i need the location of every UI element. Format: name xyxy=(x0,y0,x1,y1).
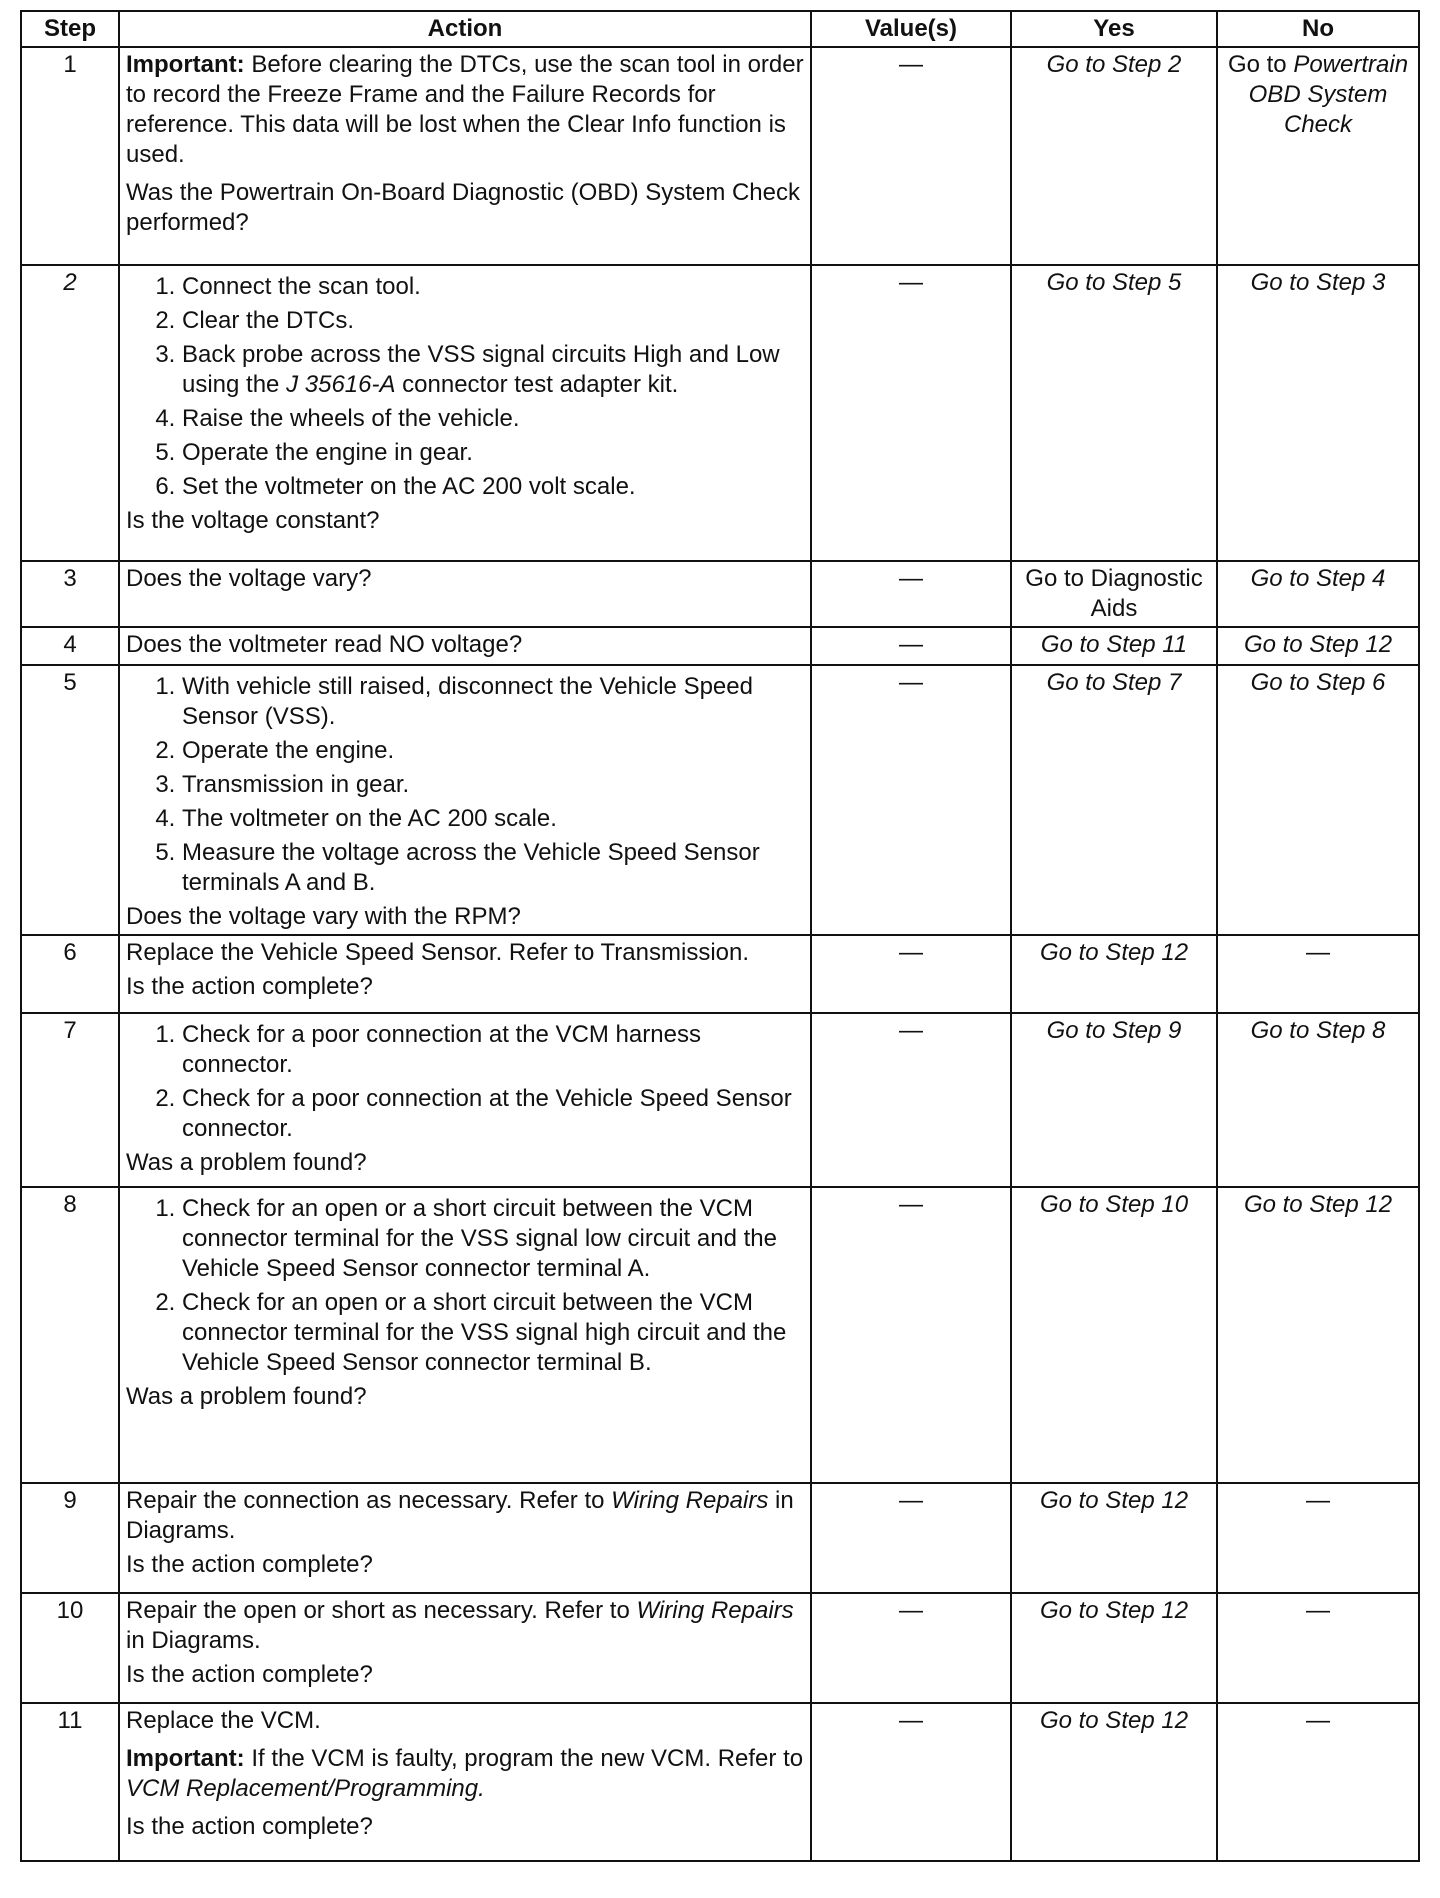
step-number: 3 xyxy=(21,561,119,627)
action-cell xyxy=(119,1593,811,1703)
important-note xyxy=(126,1744,804,1804)
yes-link[interactable]: Go to Step 9 xyxy=(1011,1013,1217,1187)
table-row xyxy=(21,47,1419,265)
list-item: 4. The voltmeter on the AC 200 scale. xyxy=(182,804,804,834)
no-link[interactable] xyxy=(1217,47,1419,265)
wiring-repairs-link[interactable]: Wiring Repairs xyxy=(636,1597,794,1624)
action-cell xyxy=(119,665,811,935)
action-list xyxy=(126,1194,804,1378)
action-list xyxy=(126,1020,804,1144)
value-cell: — xyxy=(811,935,1011,1013)
important-text: Before clearing the DTCs, use the scan tool in order to record the Freeze Frame and the Failure Records for reference. This data will be lost when the Clear Info function is used. xyxy=(126,51,804,168)
step-number: 1 xyxy=(21,47,119,265)
table-row xyxy=(21,561,1419,627)
table-row xyxy=(21,1593,1419,1703)
table-row xyxy=(21,1703,1419,1861)
header-no: No xyxy=(1217,11,1419,47)
important-label: Important: xyxy=(126,51,245,78)
header-row xyxy=(21,11,1419,47)
wiring-repairs-link[interactable]: Wiring Repairs xyxy=(611,1487,769,1514)
value-cell: — xyxy=(811,627,1011,665)
list-item: 2. Clear the DTCs. xyxy=(182,306,804,336)
step-number: 5 xyxy=(21,665,119,935)
list-item: 4. Raise the wheels of the vehicle. xyxy=(182,404,804,434)
yes-link[interactable]: Go to Step 2 xyxy=(1011,47,1217,265)
list-item: 3. Transmission in gear. xyxy=(182,770,804,800)
question-text: Was a problem found? xyxy=(126,1383,367,1410)
action-cell xyxy=(119,627,811,665)
list-item: 2. Operate the engine. xyxy=(182,736,804,766)
table-row xyxy=(21,265,1419,561)
question-text: Does the voltmeter read NO voltage? xyxy=(126,631,523,658)
list-item: 1. With vehicle still raised, disconnect the Vehicle Speed Sensor (VSS). xyxy=(182,672,804,732)
question-text: Was the Powertrain On-Board Diagnostic (OBD) System Check performed? xyxy=(126,179,801,236)
value-cell: — xyxy=(811,561,1011,627)
no-link[interactable]: Go to Step 8 xyxy=(1217,1013,1419,1187)
list-item: 1. Check for a poor connection at the VCM harness connector. xyxy=(182,1020,804,1080)
action-text-suffix: in Diagrams. xyxy=(126,1627,261,1654)
table-row xyxy=(21,935,1419,1013)
list-item: 5. Measure the voltage across the Vehicle Speed Sensor terminals A and B. xyxy=(182,838,804,898)
action-cell xyxy=(119,561,811,627)
important-note xyxy=(126,50,804,170)
step-number: 6 xyxy=(21,935,119,1013)
header-yes: Yes xyxy=(1011,11,1217,47)
no-link[interactable]: Go to Step 6 xyxy=(1217,665,1419,935)
yes-link[interactable]: Go to Step 7 xyxy=(1011,665,1217,935)
yes-link[interactable]: Go to Step 12 xyxy=(1011,1483,1217,1593)
value-cell: — xyxy=(811,265,1011,561)
step-number: 8 xyxy=(21,1187,119,1483)
table-row xyxy=(21,1013,1419,1187)
action-text: Replace the VCM. xyxy=(126,1707,321,1734)
question-text: Is the action complete? xyxy=(126,973,373,1000)
value-cell: — xyxy=(811,665,1011,935)
action-cell xyxy=(119,935,811,1013)
step-number: 9 xyxy=(21,1483,119,1593)
action-text-prefix: Repair the open or short as necessary. Refer to xyxy=(126,1597,630,1624)
yes-link[interactable]: Go to Step 5 xyxy=(1011,265,1217,561)
yes-link[interactable]: Go to Step 12 xyxy=(1011,1703,1217,1861)
value-cell: — xyxy=(811,1483,1011,1593)
step-number: 10 xyxy=(21,1593,119,1703)
header-step: Step xyxy=(21,11,119,47)
vcm-programming-link[interactable]: VCM Replacement/Programming. xyxy=(126,1775,485,1802)
no-link[interactable]: Go to Step 12 xyxy=(1217,1187,1419,1483)
action-cell xyxy=(119,1483,811,1593)
step-number: 2 xyxy=(21,265,119,561)
question-text: Is the action complete? xyxy=(126,1661,373,1688)
no-link-target: Powertrain OBD System Check xyxy=(1248,51,1409,138)
list-item: 1. Connect the scan tool. xyxy=(182,272,804,302)
action-cell xyxy=(119,47,811,265)
question-text: Is the action complete? xyxy=(126,1551,373,1578)
important-label: Important: xyxy=(126,1745,245,1772)
question-text: Is the action complete? xyxy=(126,1813,373,1840)
action-cell xyxy=(119,1013,811,1187)
important-text: If the VCM is faulty, program the new VCM. Refer to xyxy=(251,1745,804,1772)
step-number: 7 xyxy=(21,1013,119,1187)
value-cell: — xyxy=(811,1013,1011,1187)
list-item: 5. Operate the engine in gear. xyxy=(182,438,804,468)
action-cell xyxy=(119,1187,811,1483)
table-row xyxy=(21,1187,1419,1483)
diagnostic-page xyxy=(20,10,1420,1862)
step-number: 11 xyxy=(21,1703,119,1861)
action-cell xyxy=(119,265,811,561)
value-cell: — xyxy=(811,1593,1011,1703)
yes-link[interactable]: Go to Step 10 xyxy=(1011,1187,1217,1483)
value-cell: — xyxy=(811,47,1011,265)
no-link-prefix: Go to xyxy=(1227,51,1287,78)
list-item: 2. Check for an open or a short circuit between the VCM connector terminal for the VSS signal high circuit and the Vehicle Speed Sensor connector terminal B. xyxy=(182,1288,804,1378)
header-action: Action xyxy=(119,11,811,47)
question-text: Was a problem found? xyxy=(126,1149,367,1176)
step-number: 4 xyxy=(21,627,119,665)
action-text xyxy=(126,1596,804,1656)
list-item: 6. Set the voltmeter on the AC 200 volt scale. xyxy=(182,472,804,502)
no-value: — xyxy=(1217,935,1419,1013)
list-item: 2. Check for a poor connection at the Vehicle Speed Sensor connector. xyxy=(182,1084,804,1144)
action-text: Replace the Vehicle Speed Sensor. Refer to Transmission. xyxy=(126,939,750,966)
list-item xyxy=(182,340,804,400)
action-text-suffix: in Diagrams. xyxy=(126,1487,794,1544)
header-values: Value(s) xyxy=(811,11,1011,47)
list-item: 1. Check for an open or a short circuit between the VCM connector terminal for the VSS signal low circuit and the Vehicle Speed Sensor connector terminal A. xyxy=(182,1194,804,1284)
action-cell xyxy=(119,1703,811,1861)
no-value: — xyxy=(1217,1593,1419,1703)
list-item-suffix: connector test adapter kit. xyxy=(402,371,679,398)
list-item-text: Back probe across the VSS signal circuits High and Low using the xyxy=(182,341,780,398)
action-text-prefix: Repair the connection as necessary. Refer to xyxy=(126,1487,605,1514)
table-row xyxy=(21,627,1419,665)
action-list xyxy=(126,672,804,898)
yes-link[interactable]: Go to Diagnostic Aids xyxy=(1011,561,1217,627)
diagnostic-table xyxy=(20,10,1420,1862)
question-text: Does the voltage vary? xyxy=(126,565,372,592)
no-link[interactable]: Go to Step 3 xyxy=(1217,265,1419,561)
no-link[interactable]: Go to Step 12 xyxy=(1217,627,1419,665)
no-link[interactable]: Go to Step 4 xyxy=(1217,561,1419,627)
question-text: Does the voltage vary with the RPM? xyxy=(126,903,521,930)
yes-link[interactable]: Go to Step 12 xyxy=(1011,935,1217,1013)
value-cell: — xyxy=(811,1187,1011,1483)
no-value: — xyxy=(1217,1703,1419,1861)
value-cell: — xyxy=(811,1703,1011,1861)
action-list xyxy=(126,272,804,502)
action-text xyxy=(126,1486,804,1546)
no-value: — xyxy=(1217,1483,1419,1593)
yes-link[interactable]: Go to Step 12 xyxy=(1011,1593,1217,1703)
yes-link[interactable]: Go to Step 11 xyxy=(1011,627,1217,665)
table-row xyxy=(21,665,1419,935)
table-row xyxy=(21,1483,1419,1593)
tool-reference: J 35616-A xyxy=(286,371,396,398)
question-text: Is the voltage constant? xyxy=(126,507,380,534)
